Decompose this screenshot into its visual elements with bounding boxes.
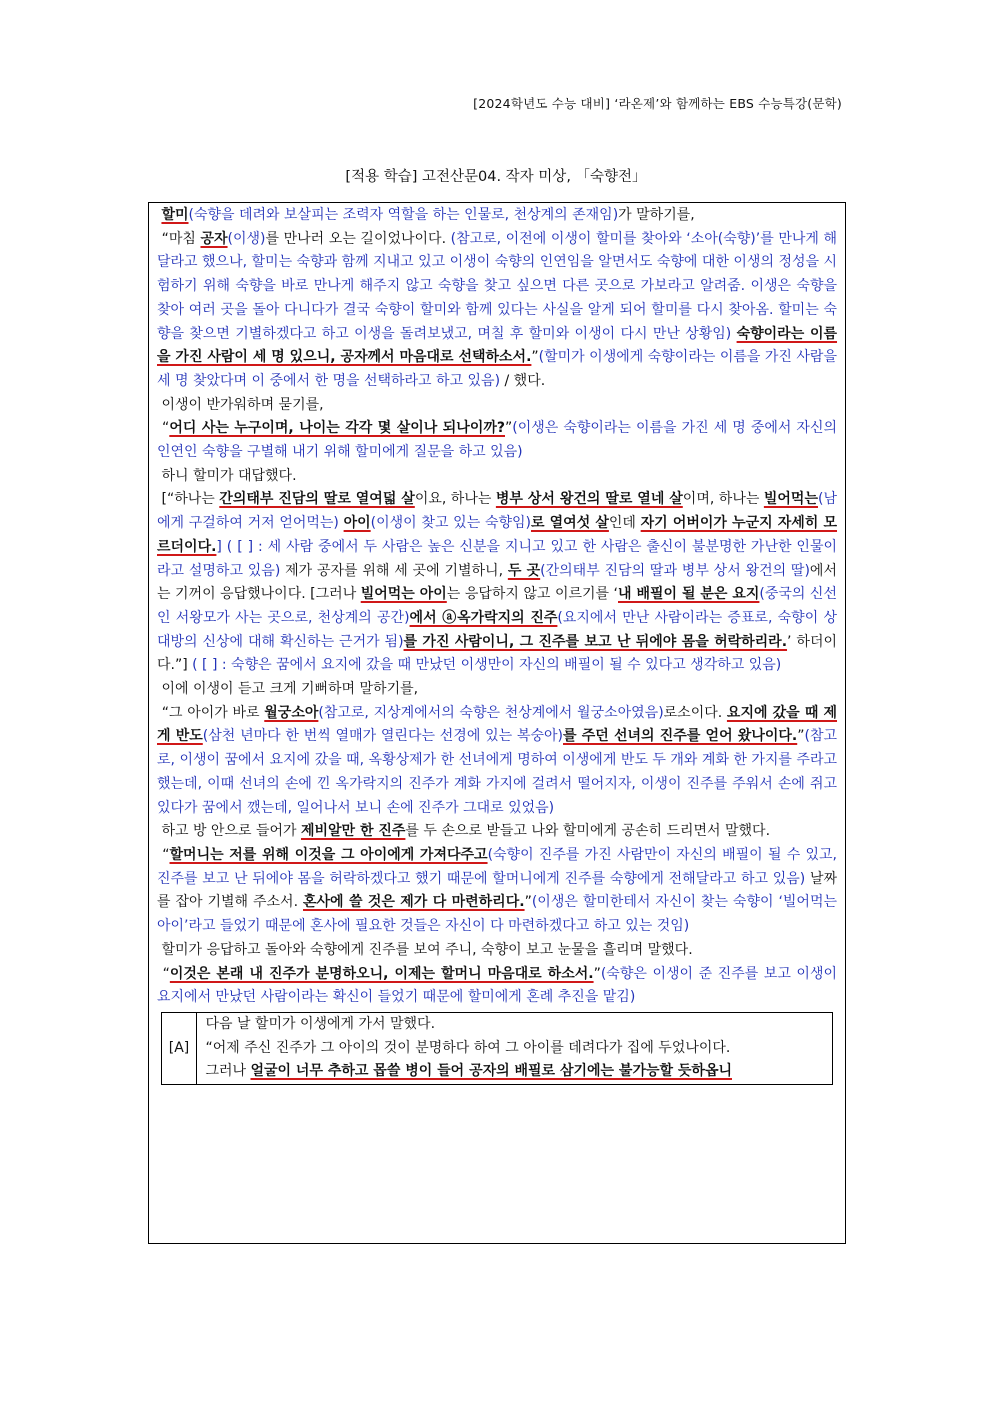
key-phrase: 혼사에 쓸 것은 제가 다 마련하리다.	[303, 894, 525, 911]
a-bracket-line	[201, 1060, 828, 1084]
annotation-note: (참고로, 이전에 이생이 할미를 찾아와 ‘소아(숙향)’를 만나게 해달라고 했으나, 할미는 숙향과 함께 지내고 있고 이생이 숙향의 인연임을 알면서도 숙향에 대한 이생의 정성을 시험하기 위해 숙향을 바로 만나게 해주지 않고 숙향을 찾고 싶으면 다른 곳으로 가보라고 알려줌. 이생은 숙향을 찾아 여러 곳을 돌아 다니다가 결국 숙향이 할미와 함께 있다는 사실을 알게 되어 할미를 다시 찾아옴. 할미는 숙향을 찾으면 기별하겠다고 하고 이생을 돌려보냈고, 며칠 후 할미와 이생이 다시 만난 상황임)	[157, 230, 837, 342]
key-phrase: 두 곳	[507, 562, 541, 579]
key-phrase: 공자	[200, 230, 228, 247]
key-phrase: 어디 사는 누구이며, 나이는 각각 몇 살이나 되나이까?	[169, 420, 505, 437]
passage-segment: “	[162, 846, 170, 863]
passage-paragraph	[157, 939, 837, 963]
passage-paragraph	[157, 488, 837, 678]
passage-paragraph	[157, 820, 837, 844]
passage-paragraph	[157, 465, 837, 489]
key-phrase: 제비알만 한 진주	[300, 823, 406, 840]
passage-segment: 할미가 응답하고 돌아와 숙향에게 진주를 보여 주니, 숙향이 보고 눈물을 흘리며 말했다.	[161, 941, 693, 958]
key-phrase: 이것은 본래 내 진주가 분명하오니, 이제는 할머니 마음대로 하소서.	[169, 965, 594, 982]
passage-paragraph	[157, 417, 837, 464]
passage-segment: 날짜를 잡아 기별해 주소서.	[157, 870, 837, 911]
key-phrase: 자기 어버이가 누군지 자세히 모르더이다.	[157, 515, 838, 555]
annotation-note: (참고로, 지상계에서의 숙향은 천상계에서 월궁소아였음)	[318, 704, 664, 721]
annotation-note: ( [ ] : 숙향은 꿈에서 요지에 갔을 때 만났던 이생만이 자신의 배필이 될 수 있다고 생각하고 있음)	[192, 657, 782, 674]
annotation-note: (할미가 이생에게 숙향이라는 이름을 가진 사람을 세 명 찾았다며 이 중에서 한 명을 선택하라고 하고 있음)	[157, 349, 837, 389]
passage-segment: 를 두 손으로 받들고 나와 할미에게 공손히 드리면서 말했다.	[405, 823, 771, 840]
passage-segment: 그러나	[205, 1063, 251, 1080]
key-phrase: 할머니는 저를 위해 이것을 그 아이에게 가져다주고	[169, 846, 488, 863]
passage-paragraph	[157, 394, 837, 418]
passage-paragraph	[157, 204, 837, 228]
passage-segment: “마침	[161, 230, 201, 247]
a-bracket-line	[201, 1037, 828, 1061]
key-phrase: 월궁소아	[264, 704, 319, 721]
passage-segment: 제가 공자를 위해 세 곳에 기별하니,	[280, 562, 508, 579]
a-bracket-line	[201, 1013, 828, 1037]
passage-segment: ”	[524, 894, 532, 911]
key-phrase: 로 열여섯 살	[530, 515, 609, 532]
passage-segment: [“하나는	[161, 491, 220, 508]
annotation-note: (남에게 구걸하여 거저 얻어먹는)	[157, 491, 837, 532]
passage-segment: 인데	[608, 515, 641, 532]
passage-paragraph	[157, 844, 837, 939]
passage-segment: 를 만나러 오는 길이었나이다.	[265, 230, 451, 247]
a-bracket-text	[197, 1013, 832, 1084]
passage-segment: 로소이다.	[663, 704, 727, 721]
passage-segment: 는 응답하지 않고 이르기를 ‘	[446, 586, 618, 603]
passage-segment: “어제 주신 진주가 그 아이의 것이 분명하다 하여 그 아이를 데려다가 집에 두었나이다.	[205, 1039, 731, 1056]
passage-paragraph	[157, 702, 837, 821]
key-phrase: 를 주던 선녀의 진주를 얻어 왔나이다.	[563, 728, 798, 745]
passage-segment: “	[162, 420, 170, 437]
annotation-note: ] ( [ ] : 세 사람 중에서 두 사람은 높은 신분을 지니고 있고 한 사람은 출신이 불분명한 가난한 인물이라고 설명하고 있음)	[157, 538, 837, 579]
passage-segment: 이며, 하나는	[682, 491, 764, 508]
passage-segment: 다음 날 할미가 이생에게 가서 말했다.	[205, 1015, 436, 1032]
page-header: [2024학년도 수능 대비] ‘라온제’와 함께하는 EBS 수능특강(문학)	[473, 96, 842, 111]
passage-segment: “	[162, 965, 170, 982]
annotation-note: (간의태부 진담의 딸과 병부 상서 왕건의 딸)	[540, 562, 810, 579]
key-phrase: 아이	[343, 515, 371, 532]
key-phrase: 빌어먹는 아이	[360, 586, 447, 603]
key-phrase: 내 배필이 될 분은 요지	[618, 586, 760, 603]
key-phrase: 요지에 갔을 때 제게 반도	[157, 704, 838, 745]
passage-text	[157, 204, 837, 1010]
annotation-note: (삼천 년마다 한 번씩 열매가 열린다는 선경에 있는 복숭아)	[202, 728, 564, 745]
passage-segment: 이에 이생이 듣고 크게 기뻐하며 말하기를,	[161, 681, 419, 698]
passage-segment: “그 아이가 바로	[161, 704, 265, 721]
annotation-note: (숙향을 데려와 보살피는 조력자 역할을 하는 인물로, 천상계의 존재임)	[188, 207, 619, 223]
annotation-note: (참고로, 이생이 꿈에서 요지에 갔을 때, 옥황상제가 한 선녀에게 명하여 이생에게 반도 두 개와 계화 한 가지를 주라고 했는데, 이때 선녀의 손에 낀 옥가락지의 진주가 계화 가지에 걸려서 떨어지자, 이생이 진주를 주워서 손에 쥐고 있다가 꿈에서 깼는데, 일어나서 보니 손에 진주가 그대로 있었음)	[157, 728, 837, 816]
passage-segment: ”	[593, 965, 601, 982]
key-phrase: 숙향이라는 이름을 가진 사람이 세 명 있으니, 공자께서 마음대로 선택하소서.	[157, 325, 838, 366]
page-title: [적용 학습] 고전산문04. 작자 미상, 「숙향전」	[345, 169, 647, 185]
annotation-note: (숙향은 이생이 준 진주를 보고 이생이 요지에서 만났던 사람이라는 확신이 들었기 때문에 할미에게 혼례 추진을 맡김)	[157, 965, 838, 1006]
annotation-note: (이생은 할미한테서 자신이 찾는 숙향이 ‘빌어먹는 아이’라고 들었기 때문에 혼사에 필요한 것들은 자신이 다 마련하겠다고 하고 있는 것임)	[157, 894, 837, 935]
passage-segment: 가 말하기를,	[618, 207, 695, 223]
passage-segment: 하고 방 안으로 들어가	[161, 823, 301, 840]
annotation-note: (중국의 신선인 서왕모가 사는 곳으로, 천상계의 공간)	[157, 586, 837, 626]
passage-segment: 이요, 하나는	[414, 491, 496, 508]
key-phrase: 빌어먹는	[763, 491, 818, 508]
key-phrase: 얼굴이 너무 추하고 몹쓸 병이 들어 공자의 배필로 삼기에는 불가능할 듯하옵니	[250, 1063, 732, 1080]
passage-segment: ’ 하더이다.”]	[157, 633, 837, 674]
key-phrase: 병부 상서 왕건의 딸로 열네 살	[495, 491, 683, 508]
passage-segment: / 했다.	[500, 372, 546, 389]
key-phrase: 간의태부 진담의 딸로 열여덟 살	[219, 491, 415, 508]
key-phrase: 에서 ⓐ옥가락지의 진주	[409, 609, 558, 626]
passage-box	[148, 202, 846, 1244]
annotation-note: (이생은 숙향이라는 이름을 가진 세 명 중에서 자신의 인연인 숙향을 구별해 내기 위해 할미에게 질문을 하고 있음)	[157, 420, 838, 461]
annotation-note: (이생)	[227, 230, 266, 247]
passage-segment: ”	[797, 728, 805, 745]
passage-paragraph	[157, 678, 837, 702]
passage-segment: 하니 할미가 대답했다.	[161, 467, 297, 484]
passage-segment: 에서는 기꺼이 응답했나이다. [그러나	[157, 562, 837, 603]
annotation-note: (이생이 찾고 있는 숙향임)	[370, 515, 531, 532]
key-phrase: 할미	[161, 207, 189, 223]
a-bracket-box	[161, 1012, 833, 1085]
passage-segment: ”	[531, 349, 539, 366]
key-phrase: 를 가진 사람이니, 그 진주를 보고 난 뒤에야 몸을 허락하리라.	[403, 633, 788, 650]
passage-segment: ”	[505, 420, 513, 437]
passage-paragraph	[157, 963, 837, 1010]
annotation-note: (숙향이 진주를 가진 사람만이 자신의 배필이 될 수 있고, 진주를 보고 난 뒤에야 몸을 허락하겠다고 했기 때문에 할머니에게 진주를 숙향에게 전해달라고 하고 있음)	[157, 846, 837, 887]
passage-paragraph	[157, 228, 837, 394]
annotation-note: (요지에서 만난 사람이라는 증표로, 숙향이 상대방의 신상에 대해 확신하는 근거가 됨)	[157, 609, 837, 650]
passage-segment: 이생이 반가워하며 묻기를,	[161, 396, 324, 413]
a-bracket-label: [A]	[162, 1013, 197, 1084]
